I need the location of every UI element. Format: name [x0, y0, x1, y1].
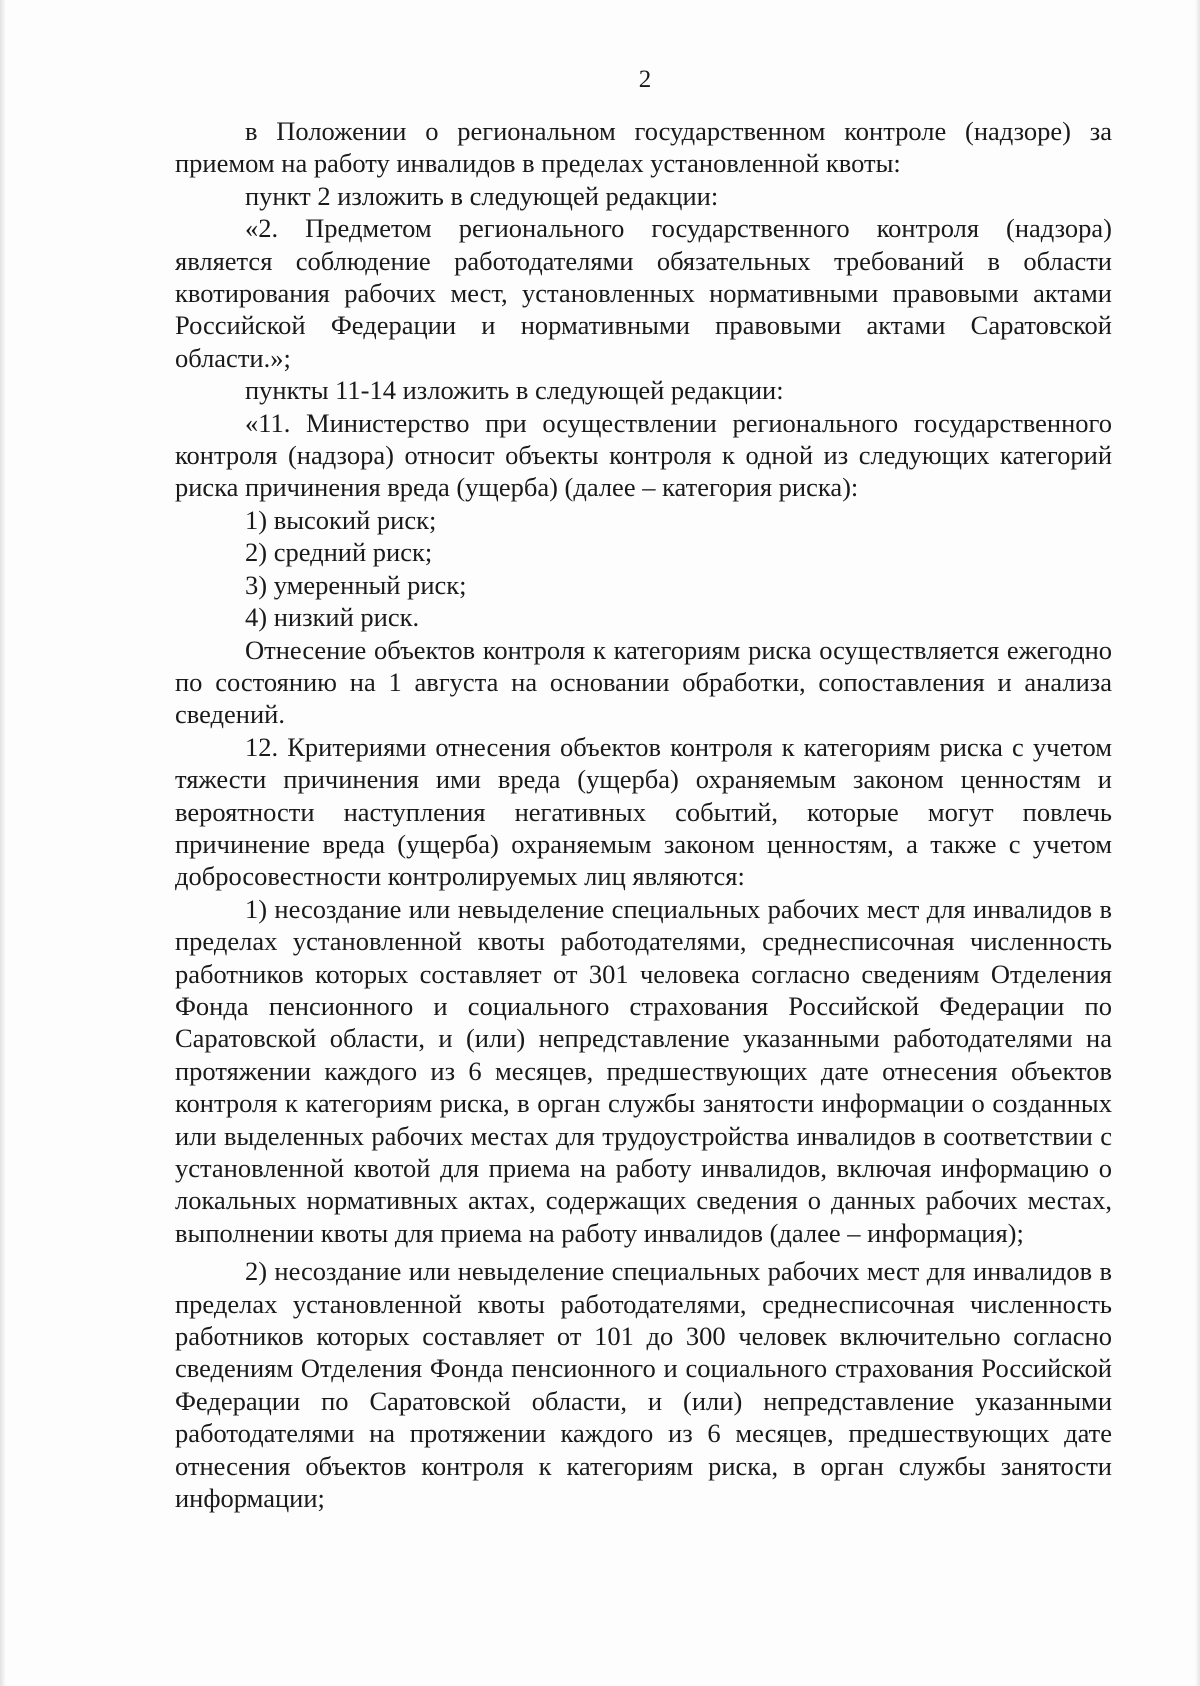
document-body	[175, 115, 1112, 1514]
paragraph-intro: в Положении о региональном государственном контроле (надзоре) за приемом на работу инвалидов в пределах установленной квоты:	[175, 116, 1112, 179]
paragraph-point-11: «11. Министерство при осуществлении регионального государственного контроля (надзора) относит объекты контроля к одной из следующих категорий риска причинения вреда (ущерба) (далее – категория риска):	[175, 407, 1112, 503]
paragraph-criterion-1: 1) несоздание или невыделение специальных рабочих мест для инвалидов в пределах установленной квоты работодателями, среднесписочная численность работников которых составляет от 301 человека согласно сведениям Отделения Фонда пенсионного и социального страхования Российской Федерации по Саратовской области, и (или) непредставление указанными работодателями на протяжении каждого из 6 месяцев, предшествующих дате отнесения объектов контроля к категориям риска, в орган службы занятости информации о созданных или выделенных рабочих местах для трудоустройства инвалидов в соответствии с установленной квотой для приема на работу инвалидов, включая информацию о локальных нормативных актах, содержащих сведения о данных рабочих местах, выполнении квоты для приема на работу инвалидов (далее – информация);	[175, 893, 1112, 1248]
scan-edge-left	[0, 0, 6, 1686]
paragraph-point-12: 12. Критериями отнесения объектов контроля к категориям риска с учетом тяжести причинения ими вреда (ущерба) охраняемым законом ценностям и вероятности наступления негативных событий, которые могут повлечь причинение вреда (ущерба) охраняемым законом ценностям, а также с учетом добросовестности контролируемых лиц являются:	[175, 731, 1112, 892]
page-number: 2	[638, 66, 652, 93]
paragraph-points-11-14-instruction: пункты 11-14 изложить в следующей редакции:	[245, 375, 784, 406]
paragraph-risk-assignment: Отнесение объектов контроля к категориям риска осуществляется ежегодно по состоянию на 1 августа на основании обработки, сопоставления и анализа сведений.	[175, 634, 1112, 730]
paragraph-criterion-2: 2) несоздание или невыделение специальных рабочих мест для инвалидов в пределах установленной квоты работодателями, среднесписочная численность работников которых составляет от 101 до 300 человек включительно согласно сведениям Отделения Фонда пенсионного и социального страхования Российской Федерации по Саратовской области, и (или) непредставление указанными работодателями на протяжении каждого из 6 месяцев, предшествующих дате отнесения объектов контроля к категориям риска, в орган службы занятости информации;	[175, 1256, 1112, 1514]
list-item-risk-medium: 2) средний риск;	[245, 537, 433, 568]
paragraph-point-2-text: «2. Предметом регионального государственного контроля (надзора) является соблюдение работодателями обязательных требований в области квотирования рабочих мест, установленных нормативными правовыми актами Российской Федерации и нормативными правовыми актами Саратовской области.»;	[175, 213, 1112, 373]
list-item-risk-high: 1) высокий риск;	[245, 504, 437, 535]
scan-edge-right	[1195, 0, 1200, 1686]
list-item-risk-low: 4) низкий риск.	[245, 602, 420, 633]
paragraph-point-2-instruction: пункт 2 изложить в следующей редакции:	[245, 180, 719, 211]
list-item-risk-moderate: 3) умеренный риск;	[245, 569, 467, 600]
